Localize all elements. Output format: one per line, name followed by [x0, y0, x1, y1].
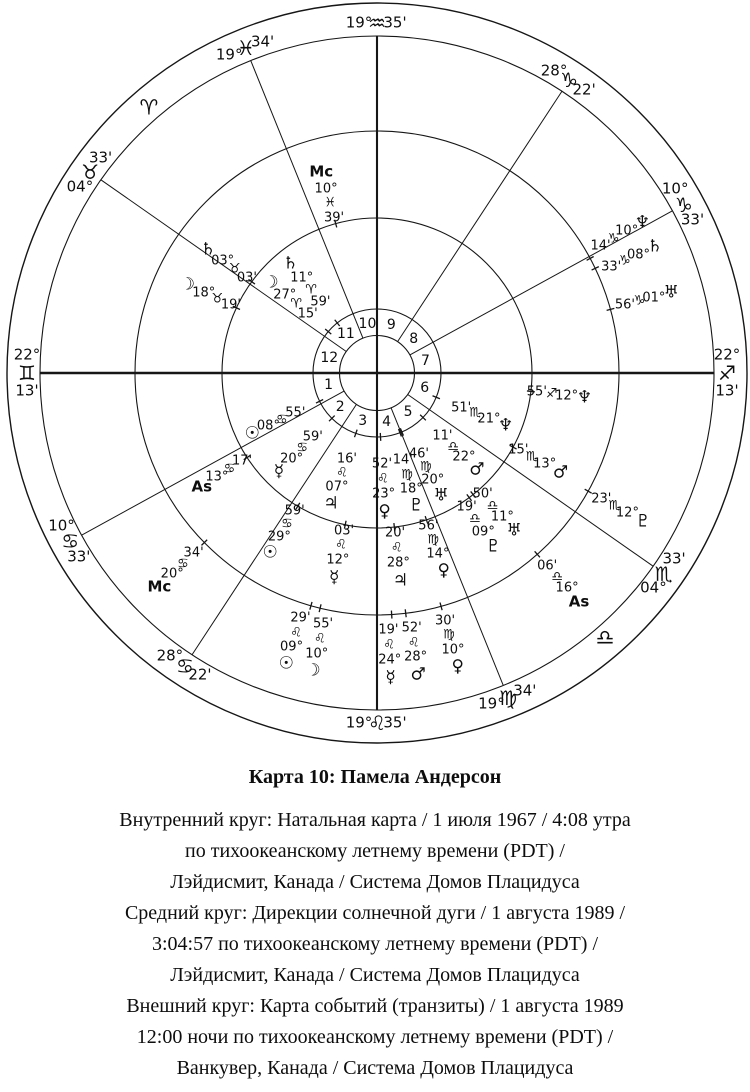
natal-saturn-minutes: 59' [310, 294, 331, 310]
transit-mc-degrees: 20° [160, 566, 184, 582]
transit-mc-minutes: 34' [183, 545, 204, 561]
transit-sun-minutes: 29' [290, 610, 311, 626]
directed-pluto-minutes: 19' [456, 499, 477, 515]
cusp-9-degrees: 28° [540, 61, 568, 80]
directed-as-sign-icon: ♋ [223, 461, 236, 477]
directed-venus-degrees: 14° [426, 546, 450, 562]
house-number-12: 12 [320, 349, 339, 366]
house-number-5: 5 [403, 404, 413, 421]
transit-moon-glyph: ☽ [305, 660, 321, 681]
natal-pluto-degrees: 18° [399, 481, 423, 497]
natal-moon-sign-icon: ♈ [290, 296, 303, 312]
cusp-4-sign-icon: ♌ [368, 711, 386, 735]
transit-venus-glyph: ♀ [451, 656, 464, 677]
directed-jupiter-degrees: 28° [386, 555, 410, 571]
directed-moon-sign-icon: ♉ [211, 291, 224, 307]
house-number-6: 6 [420, 380, 430, 397]
directed-pluto-glyph: ♇ [485, 536, 501, 557]
directed-mc-minutes: 39' [324, 210, 345, 226]
natal-moon-degrees: 27° [273, 287, 297, 303]
directed-saturn-sign-icon: ♉ [228, 261, 241, 277]
transit-moon-minutes: 55' [312, 616, 334, 632]
cusp-7-sign-icon: ♐ [718, 361, 736, 385]
cusp-7-minutes: 13' [715, 381, 739, 400]
natal-neptune-sign-icon: ♏ [469, 405, 481, 421]
directed-as-degrees: 13° [205, 469, 229, 485]
chart-caption-title: Карта 10: Памела Андерсон [248, 766, 502, 788]
natal-moon-glyph: ☽ [263, 272, 279, 293]
natal-sun-sign-icon: ♋ [276, 412, 288, 428]
transit-mercury-degrees: 24° [378, 652, 402, 668]
transit-uranus-sign-icon: ♑ [633, 293, 646, 309]
natal-sun-degrees: 08° [256, 418, 280, 434]
transit-sun-sign-icon: ♌ [290, 625, 302, 641]
cusp-11-sign-icon: ♓ [236, 36, 255, 61]
transit-neptune-degrees: 10° [615, 223, 639, 239]
natal-sun-minutes: 55' [285, 405, 306, 421]
house-number-3: 3 [358, 412, 368, 429]
cusp-5-sign-icon: ♍ [499, 685, 518, 710]
cusp-12-degrees: 04° [66, 177, 94, 196]
cusp-8-minutes: 33' [680, 210, 705, 229]
directed-mercury-glyph: ☿ [328, 567, 340, 588]
transit-neptune-glyph: ♆ [634, 212, 650, 233]
natal-neptune-glyph: ♆ [497, 415, 514, 436]
directed-neptune-glyph: ♆ [576, 387, 593, 408]
cusp-11-degrees: 19° [215, 45, 243, 64]
transit-mars-glyph: ♂ [410, 664, 426, 685]
directed-neptune-minutes: 55' [526, 384, 547, 400]
directed-uranus-minutes: 50' [472, 486, 493, 502]
cusp-8-sign-icon: ♑ [674, 192, 693, 217]
transit-pluto-glyph: ♇ [635, 511, 651, 532]
transit-sun-degrees: 09° [280, 639, 304, 655]
directed-sun-glyph: ☉ [262, 542, 278, 563]
caption-line-4: Средний круг: Дирекции солнечной дуги / 1 августа 1989 / [124, 902, 626, 924]
transit-mercury-sign-icon: ♌ [383, 637, 395, 653]
natal-mercury-glyph: ☿ [273, 461, 285, 481]
transit-venus-degrees: 10° [441, 642, 465, 658]
natal-uranus-sign-icon: ♍ [420, 459, 432, 475]
directed-sun-degrees: 29° [267, 529, 291, 545]
directed-venus-sign-icon: ♍ [427, 532, 439, 548]
directed-neptune-sign-icon: ♐ [545, 386, 558, 402]
transit-as-minutes: 06' [537, 558, 558, 574]
caption-line-5: 3:04:57 по тихоокеанскому летнему времени (PDT) / [151, 933, 599, 955]
caption-line-3: Лэйдисмит, Канада / Система Домов Плацидуса [170, 871, 580, 893]
directed-jupiter-minutes: 20' [384, 525, 406, 541]
transit-mars-degrees: 28° [404, 649, 428, 665]
cusp-4-degrees: 19° [345, 713, 373, 732]
natal-jupiter-sign-icon: ♌ [336, 465, 348, 481]
house-number-8: 8 [409, 331, 419, 348]
natal-saturn-degrees: 11° [290, 270, 314, 286]
cusp-2-minutes: 33' [67, 547, 91, 566]
caption-line-7: Внешний круг: Карта событий (транзиты) / 1 августа 1989 [126, 995, 624, 1017]
transit-neptune-minutes: 14' [590, 238, 611, 254]
directed-mars-sign-icon: ♏ [525, 449, 538, 465]
cusp-5-degrees: 19° [478, 694, 505, 713]
transit-uranus-degrees: 01° [642, 290, 666, 306]
directed-sun-minutes: 59' [284, 503, 305, 519]
transit-mercury-glyph: ☿ [385, 667, 396, 688]
house-number-10: 10 [358, 315, 377, 332]
cusp-2-sign-icon: ♋ [61, 529, 80, 554]
directed-as-minutes: 17' [231, 453, 253, 469]
transit-uranus-minutes: 56' [614, 297, 636, 313]
natal-mars-minutes: 11' [432, 428, 453, 444]
natal-sun-glyph: ☉ [244, 423, 260, 444]
cusp-10-sign-icon: ♒ [368, 11, 386, 35]
cusp-3-sign-icon: ♋ [175, 653, 194, 678]
transit-pluto-sign-icon: ♏ [608, 498, 621, 514]
transit-mars-minutes: 52' [401, 620, 422, 636]
cusp-12-minutes: 33' [88, 148, 113, 167]
directed-saturn-minutes: 03' [236, 270, 257, 286]
zodiac-libra-icon: ♎ [595, 625, 615, 650]
transit-saturn-sign-icon: ♑ [618, 253, 631, 269]
natal-neptune-degrees: 21° [477, 411, 501, 427]
directed-moon-glyph: ☽ [179, 274, 196, 295]
natal-jupiter-minutes: 16' [336, 451, 357, 467]
directed-venus-glyph: ♀ [437, 560, 450, 581]
directed-uranus-degrees: 11° [490, 509, 514, 525]
directed-mars-glyph: ♂ [552, 462, 569, 483]
caption-line-8: 12:00 ночи по тихоокеанскому летнему времени (PDT) / [136, 1026, 614, 1048]
caption-line-2: по тихоокеанскому летнему времени (PDT) / [185, 840, 565, 862]
cusp-5-minutes: 34' [513, 681, 537, 700]
cusp-4-minutes: 35' [383, 713, 407, 732]
natal-uranus-minutes: 46' [408, 446, 430, 462]
natal-mercury-minutes: 59' [302, 429, 323, 445]
transit-mc-sign-icon: ♋ [177, 556, 189, 572]
caption-line-1: Внутренний круг: Натальная карта / 1 июля 1967 / 4:08 утра [119, 809, 631, 831]
house-number-4: 4 [382, 414, 391, 431]
transit-mc-glyph: Mc [147, 577, 172, 596]
house-number-11: 11 [336, 325, 355, 342]
directed-sun-sign-icon: ♋ [281, 516, 293, 532]
directed-uranus-sign-icon: ♎ [486, 498, 499, 514]
natal-mercury-degrees: 20° [280, 451, 304, 467]
transit-pluto-minutes: 23' [591, 491, 612, 506]
caption-line-9: Ванкувер, Канада / Система Домов Плацидуса [176, 1057, 574, 1079]
cusp-12-sign-icon: ♉ [81, 160, 100, 185]
natal-pluto-minutes: 14' [392, 452, 413, 468]
house-number-9: 9 [386, 317, 396, 334]
directed-jupiter-glyph: ♃ [392, 570, 408, 591]
natal-jupiter-degrees: 07° [325, 479, 349, 495]
cusp-1-degrees: 22° [13, 345, 41, 364]
transit-moon-degrees: 10° [305, 646, 329, 662]
directed-mercury-sign-icon: ♌ [335, 537, 347, 553]
directed-saturn-glyph: ♄ [200, 239, 216, 260]
transit-moon-sign-icon: ♌ [314, 631, 326, 647]
cusp-2-degrees: 10° [48, 516, 75, 535]
directed-moon-minutes: 19' [220, 297, 241, 313]
natal-neptune-minutes: 51' [451, 400, 472, 415]
caption-line-6: Лэйдисмит, Канада / Система Домов Плацидуса [170, 964, 580, 986]
directed-moon-degrees: 18° [192, 285, 216, 301]
directed-mercury-degrees: 12° [326, 552, 350, 568]
directed-mc-sign-icon: ♓ [324, 195, 336, 211]
directed-venus-minutes: 56' [418, 518, 439, 534]
transit-venus-minutes: 30' [434, 613, 456, 629]
house-number-7: 7 [420, 352, 430, 369]
cusp-11-minutes: 34' [250, 32, 275, 51]
directed-mars-minutes: 15' [508, 442, 529, 458]
directed-mc-degrees: 10° [314, 181, 338, 197]
transit-mercury-minutes: 19' [378, 622, 399, 638]
transit-venus-sign-icon: ♍ [443, 627, 455, 643]
natal-venus-degrees: 23° [372, 486, 396, 502]
natal-pluto-glyph: ♇ [408, 495, 424, 516]
natal-uranus-degrees: 20° [421, 472, 445, 488]
natal-mars-degrees: 22° [452, 449, 476, 465]
cusp-9-minutes: 22' [572, 80, 596, 99]
cusp-6-sign-icon: ♏ [654, 561, 673, 586]
transit-as-sign-icon: ♎ [551, 569, 563, 585]
directed-pluto-sign-icon: ♎ [469, 511, 481, 527]
cusp-6-degrees: 04° [640, 578, 667, 597]
transit-saturn-minutes: 33' [601, 259, 622, 275]
natal-mars-glyph: ♂ [469, 459, 485, 480]
natal-saturn-glyph: ♄ [282, 253, 299, 274]
cusp-1-sign-icon: ♊ [18, 361, 36, 385]
transit-saturn-degrees: 08° [626, 247, 650, 263]
cusp-6-minutes: 33' [662, 549, 686, 568]
natal-mercury-sign-icon: ♋ [296, 440, 309, 456]
house-number-1: 1 [324, 377, 334, 394]
natal-saturn-sign-icon: ♈ [305, 282, 317, 298]
natal-uranus-glyph: ♅ [433, 485, 449, 506]
natal-pluto-sign-icon: ♍ [401, 467, 413, 483]
natal-venus-minutes: 52' [371, 456, 393, 472]
directed-saturn-degrees: 03° [211, 253, 235, 268]
cusp-3-degrees: 28° [156, 646, 184, 665]
transit-mars-sign-icon: ♌ [407, 635, 420, 651]
directed-jupiter-sign-icon: ♌ [390, 540, 403, 556]
directed-pluto-degrees: 09° [471, 524, 495, 540]
cusp-7-degrees: 22° [713, 345, 741, 364]
directed-as-glyph: As [191, 477, 213, 496]
cusp-9-sign-icon: ♑ [560, 68, 579, 93]
directed-mars-degrees: 13° [533, 456, 557, 472]
transit-as-degrees: 16° [555, 580, 579, 596]
cusp-10-minutes: 35' [383, 13, 407, 32]
natal-jupiter-glyph: ♃ [323, 493, 339, 514]
house-number-2: 2 [335, 398, 345, 415]
natal-moon-minutes: 15' [297, 306, 318, 322]
zodiac-aries-icon: ♈ [139, 95, 159, 120]
transit-as-glyph: As [568, 592, 590, 610]
directed-uranus-glyph: ♅ [506, 520, 522, 541]
cusp-10-degrees: 19° [345, 13, 373, 32]
directed-neptune-degrees: 12° [555, 388, 579, 404]
transit-uranus-glyph: ♅ [663, 282, 679, 303]
natal-venus-glyph: ♀ [378, 501, 391, 522]
transit-neptune-sign-icon: ♑ [607, 231, 620, 247]
cusp-1-minutes: 13' [15, 381, 39, 400]
natal-mars-sign-icon: ♎ [447, 439, 459, 455]
cusp-3-minutes: 22' [188, 665, 212, 684]
natal-venus-sign-icon: ♌ [376, 471, 389, 487]
transit-pluto-degrees: 12° [615, 505, 639, 521]
transit-saturn-glyph: ♄ [647, 236, 663, 257]
directed-mc-glyph: Mc [309, 162, 334, 181]
chart-caption [0, 752, 750, 1084]
transit-sun-glyph: ☉ [278, 653, 294, 674]
cusp-8-degrees: 10° [661, 179, 689, 198]
directed-mercury-minutes: 03' [333, 523, 355, 539]
